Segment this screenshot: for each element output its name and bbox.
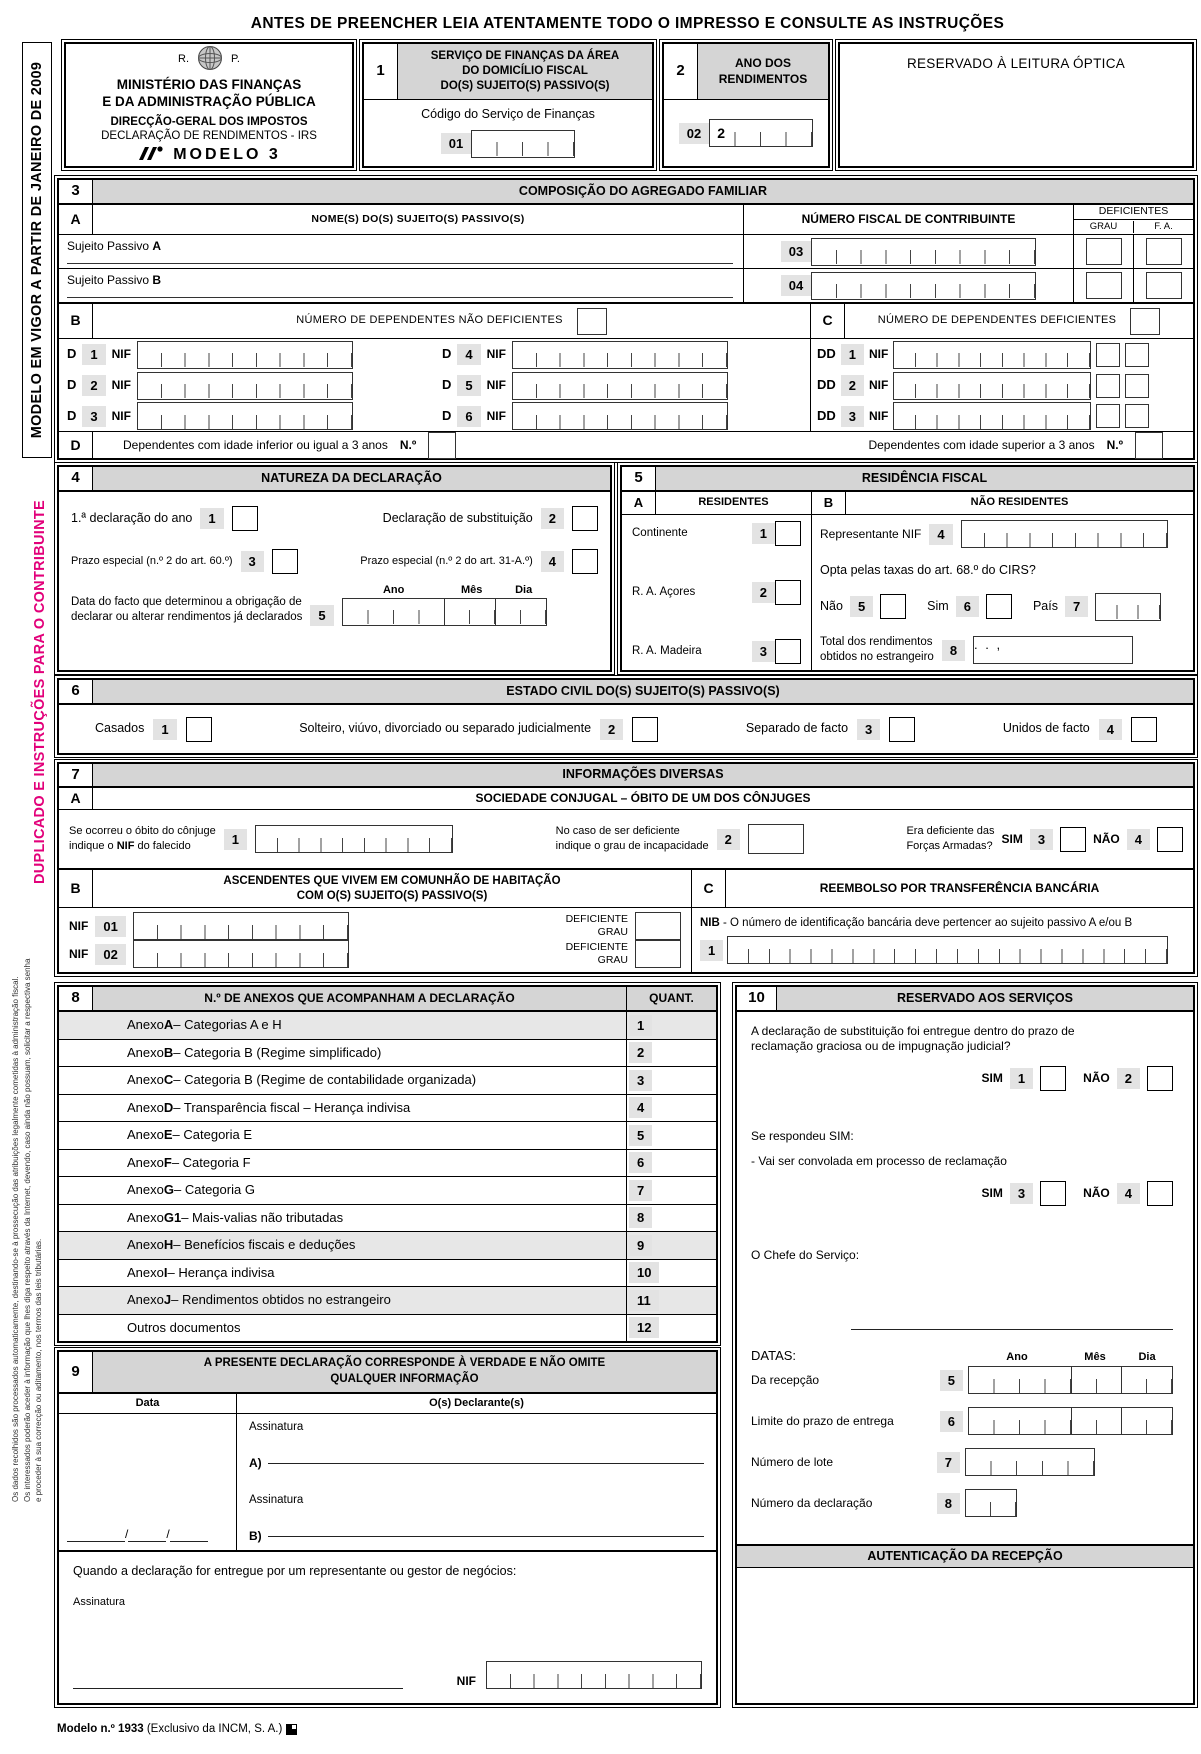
- disabled-dependent-2-nif-input[interactable]: [893, 372, 1091, 400]
- special-deadline-60-checkbox[interactable]: [272, 549, 298, 574]
- declaration-number-input[interactable]: [965, 1489, 1017, 1517]
- sujeito-b-fa-box[interactable]: [1146, 272, 1182, 299]
- annex-row: Anexo D – Transparência fiscal – Herança indivisa 4: [59, 1095, 716, 1123]
- section-5-number: 5: [622, 467, 656, 490]
- annex-row: Anexo G – Categoria G 7: [59, 1177, 716, 1205]
- forcas-armadas-label-1: Era deficiente das: [906, 824, 995, 837]
- obito-label-1: Se ocorreu o óbito do cônjuge: [69, 824, 216, 837]
- acores-checkbox[interactable]: [775, 580, 801, 605]
- ministry-identification-box: [64, 42, 354, 168]
- row-a-letter: A: [59, 205, 93, 234]
- madeira-checkbox[interactable]: [775, 639, 801, 664]
- special-deadline-60-label: Prazo especial (n.º 2 do art. 60.º): [71, 554, 233, 567]
- q1-sim-checkbox[interactable]: [1040, 1066, 1066, 1091]
- disabled-dependent-3-grau-box[interactable]: [1096, 404, 1120, 428]
- dependents-disabled-label: NÚMERO DE DEPENDENTES DEFICIENTES: [877, 314, 1117, 327]
- ministry-line-1: MINISTÉRIO DAS FINANÇAS: [116, 76, 302, 92]
- section-9-number: 9: [59, 1352, 93, 1392]
- section-10-services-reserved: 10 RESERVADO AOS SERVIÇOS A declaração de substituição foi entregue dentro do prazo de reclamação graciosa ou de impugnação judicial? SIM 1 NÃO 2 Se respondeu SIM: - Vai ser convolada em processo de reclamação SIM 3 NÃO 4 O Chefe do Serviço: DATAS: Ano Mês Dia Da recepção 5 Limite do prazo de entrega 6 Número de lote 7 Número da declaração 8 AUTENTICAÇÃO DA RECEPÇÃO: [735, 985, 1195, 1705]
- convolada-label: - Vai ser convolada em processo de reclamação: [751, 1154, 1007, 1168]
- optical-reading-label: RESERVADO À LEITURA ÓPTICA: [906, 56, 1126, 71]
- datas-label: DATAS:: [751, 1348, 797, 1363]
- year-title-1: ANO DOS: [734, 55, 791, 70]
- income-year-input[interactable]: [709, 119, 813, 147]
- deficientes-header: DEFICIENTES: [1074, 205, 1193, 220]
- dep-over-3-count-box[interactable]: [1135, 432, 1163, 459]
- lot-number-input[interactable]: [965, 1448, 1095, 1476]
- sujeito-a-grau-box[interactable]: [1086, 238, 1122, 265]
- financas-code-input[interactable]: [471, 130, 575, 158]
- field-01-tag: 01: [441, 133, 471, 154]
- section-6-title: ESTADO CIVIL DO(S) SUJEITO(S) PASSIVO(S): [93, 680, 1193, 703]
- ascendente-1-deficiente-label: DEFICIENTE: [565, 912, 628, 925]
- casados-label: Casados: [95, 721, 145, 736]
- disabled-dependent-3-nif-input[interactable]: [893, 402, 1091, 430]
- substitution-declaration-checkbox[interactable]: [572, 506, 598, 531]
- section-7-misc-info: 7 INFORMAÇÕES DIVERSAS A SOCIEDADE CONJUGAL – ÓBITO DE UM DOS CÔNJUGES Se ocorreu o óbito do cônjuge indique o NIF do falecido 1 No caso de ser deficiente indique o grau de incapacidade 2 Era deficiente das Forças Armadas? SIM 3 NÃO 4 B ASCENDENTES QUE VIVEM EM COMUNHÃO DE HABITAÇÃO COM O(S) SUJEITO(S) PASSIVO(S) C REEMBOLSO POR TRANSFERÊNCIA BANCÁRIA NIF 01 DEFICIENTE GRAU NIF 02 DEFICIENTE GRAU NIB - O número de identificação bancária deve pertencer ao sujeito passivo A e/ou B 1: [57, 762, 1195, 974]
- unidos-facto-checkbox[interactable]: [1131, 717, 1157, 742]
- dependent-5-nif-input[interactable]: [512, 372, 728, 400]
- dep-over-3-label: Dependentes com idade superior a 3 anos: [868, 438, 1095, 452]
- year-title-2: RENDIMENTOS: [718, 71, 808, 86]
- rp-right-label: P.: [231, 52, 240, 65]
- first-declaration-label: 1.ª declaração do ano: [71, 510, 193, 525]
- autenticacao-stamp-area[interactable]: [737, 1568, 1193, 1703]
- incapacity-degree-box[interactable]: [748, 824, 804, 854]
- foreign-income-amount-box[interactable]: . . ,: [973, 636, 1133, 664]
- fact-date-label-1: Data do facto que determinou a obrigação de: [71, 595, 302, 608]
- declarant-b-signature-line[interactable]: [268, 1536, 704, 1537]
- sujeito-a-label: Sujeito Passivo: [67, 239, 153, 253]
- privacy-line-2: Os interessados poderão aceder à informação que lhes diga respeito através da Internet, devendo, caso ainda não possuam, solicitar a respectiva senha: [22, 958, 32, 1502]
- financas-title-2: DO DOMICÍLIO FISCAL: [462, 65, 588, 78]
- representative-signature-line[interactable]: [73, 1688, 403, 1689]
- sidebar-duplicado-label: DUPLICADO E INSTRUÇÕES PARA O CONTRIBUINTE: [31, 500, 48, 884]
- representative-note: Quando a declaração for entregue por um representante ou gestor de negócios:: [73, 1564, 517, 1578]
- section-4-declaration-nature: 4 NATUREZA DA DECLARAÇÃO 1.ª declaração do ano 1 Declaração de substituição 2 Prazo especial (n.º 2 do art. 60.º) 3 Prazo especial (n.º 2 do art. 31-A.º) 4 Data do facto que determinou a obrigação de declarar ou alterar rendimentos já declarados 5 Ano Mês Dia: [57, 465, 612, 672]
- ministry-line-2: E DA ADMINISTRAÇÃO PÚBLICA: [102, 93, 316, 109]
- rep-assinatura-label: Assinatura: [73, 1595, 125, 1608]
- section-5-fiscal-residence: 5 RESIDÊNCIA FISCAL A RESIDENTES B NÃO RESIDENTES Continente 1 R. A. Açores 2 R. A. Madeira 3 Representante NIF 4 Opta pelas taxas do art. 68.º do CIRS? Não 5 Sim 6 País 7 Total dos rendimentos obtidos no estrangeiro 8 . . ,: [620, 465, 1195, 672]
- dependents-disabled-count-box[interactable]: [1130, 308, 1160, 335]
- annex-row: Outros documentos 12: [59, 1315, 716, 1342]
- pais-label: País: [1032, 598, 1058, 613]
- representative-nif-input[interactable]: [486, 1661, 702, 1689]
- disabled-dependent-2-grau-box[interactable]: [1096, 374, 1120, 398]
- dgci-label: DIRECÇÃO-GERAL DOS IMPOSTOS: [110, 115, 308, 128]
- casados-checkbox[interactable]: [186, 717, 212, 742]
- annex-row: Anexo B – Categoria B (Regime simplificado) 2: [59, 1040, 716, 1068]
- dependent-1-nif-input[interactable]: [137, 341, 353, 369]
- row-d-letter: D: [59, 432, 93, 459]
- sidebar-privacy-note: [10, 837, 46, 1502]
- row-b-letter: B: [59, 304, 93, 338]
- section-7-title: INFORMAÇÕES DIVERSAS: [93, 764, 1193, 786]
- dependent-2-nif-input[interactable]: [137, 372, 353, 400]
- row-7b-letter: B: [59, 870, 93, 907]
- field-03-tag: 03: [781, 241, 811, 262]
- residentes-letter: A: [622, 492, 656, 514]
- substitution-question-1: A declaração de substituição foi entregue dentro do prazo de: [751, 1024, 1075, 1038]
- forcas-armadas-sim-checkbox[interactable]: [1060, 827, 1086, 852]
- section-10-number: 10: [737, 987, 777, 1010]
- section-4-number: 4: [59, 467, 93, 490]
- privacy-line-1: Os dados recolhidos são processados automaticamente, destinando-se à prossecução das atribuições legalmente cometidas à administração fiscal.: [11, 976, 20, 1502]
- forcas-armadas-label-2: Forças Armadas?: [906, 840, 993, 852]
- disabled-dependent-2-fa-box[interactable]: [1125, 374, 1149, 398]
- incapacity-label-1: No caso de ser deficiente: [555, 824, 680, 837]
- deceased-spouse-nif-input[interactable]: [255, 825, 453, 853]
- ascendente-1-nif-input[interactable]: [133, 912, 349, 940]
- dep-under-3-label: Dependentes com idade inferior ou igual a 3 anos: [123, 438, 388, 452]
- disabled-dependent-3-fa-box[interactable]: [1125, 404, 1149, 428]
- sujeito-b-label: Sujeito Passivo: [67, 273, 153, 287]
- year-prefix-digit: 2: [717, 125, 726, 141]
- solteiro-label: Solteiro, viúvo, divorciado ou separado judicialmente: [299, 721, 592, 736]
- annex-row: Anexo E – Categoria E 5: [59, 1122, 716, 1150]
- residentes-header: RESIDENTES: [656, 492, 812, 514]
- annex-row: Anexo J – Rendimentos obtidos no estrangeiro 11: [59, 1287, 716, 1315]
- q2-sim-checkbox[interactable]: [1040, 1181, 1066, 1206]
- dependents-nondisabled-label: NÚMERO DE DEPENDENTES NÃO DEFICIENTES: [296, 314, 563, 327]
- dependent-3-nif-input[interactable]: [137, 402, 353, 430]
- fact-date-label-2: declarar ou alterar rendimentos já declarados: [71, 611, 303, 624]
- continente-checkbox[interactable]: [775, 521, 801, 546]
- ascendente-1-grau-box[interactable]: [635, 912, 681, 940]
- quant-header: QUANT.: [626, 987, 716, 1010]
- disabled-dependent-1-nif-input[interactable]: [893, 341, 1091, 369]
- income-year-box: [662, 42, 830, 168]
- substitution-declaration-label: Declaração de substituição: [382, 510, 533, 525]
- ascendente-2-deficiente-label: DEFICIENTE: [565, 940, 628, 953]
- special-deadline-31a-label: Prazo especial (n.º 2 do art. 31-A.º): [360, 554, 533, 567]
- field-02-tag: 02: [679, 123, 709, 144]
- declaration-type-label: DECLARAÇÃO DE RENDIMENTOS - IRS: [101, 129, 317, 142]
- section-6-marital-status: 6 ESTADO CIVIL DO(S) SUJEITO(S) PASSIVO(S) Casados 1 Solteiro, viúvo, divorciado ou separado judicialmente 2 Separado de facto 3 Unidos de facto 4: [57, 678, 1195, 755]
- section-8-title: N.º DE ANEXOS QUE ACOMPANHAM A DECLARAÇÃO: [93, 987, 626, 1010]
- ascendentes-title-2: COM O(S) SUJEITO(S) PASSIVO(S): [296, 889, 488, 902]
- section-10-title: RESERVADO AOS SERVIÇOS: [777, 987, 1193, 1010]
- madeira-label: R. A. Madeira: [632, 645, 702, 658]
- opta-nao-checkbox[interactable]: [880, 594, 906, 619]
- sujeito-a-nif-input[interactable]: [811, 238, 1036, 266]
- substitution-question-2: reclamação graciosa ou de impugnação judicial?: [751, 1039, 1011, 1053]
- modelo-3-label: MODELO 3: [173, 146, 281, 164]
- footer-incm-note: (Exclusivo da INCM, S. A.): [143, 1723, 283, 1735]
- section-9-title-1: A PRESENTE DECLARAÇÃO CORRESPONDE À VERDADE E NÃO OMITE: [203, 1357, 606, 1370]
- declarant-a-signature-line[interactable]: [268, 1463, 704, 1464]
- section-8-annexes: [57, 985, 718, 1343]
- section-9-truth-statement: 9 A PRESENTE DECLARAÇÃO CORRESPONDE À VERDADE E NÃO OMITE QUALQUER INFORMAÇÃO Data O(s) Declarante(s) / / Assinatura A) Assinatura B) Quando a declaração for entregue por um representante ou gestor de negócios: Assinatura NIF: [57, 1350, 718, 1705]
- reembolso-title: REEMBOLSO POR TRANSFERÊNCIA BANCÁRIA: [819, 881, 1100, 895]
- acores-label: R. A. Açores: [632, 586, 696, 599]
- unidos-facto-label: Unidos de facto: [1002, 721, 1090, 736]
- sujeito-b-nif-input[interactable]: [811, 272, 1036, 300]
- declarantes-header: O(s) Declarante(s): [429, 1396, 524, 1409]
- nif-header: NÚMERO FISCAL DE CONTRIBUINTE: [743, 205, 1073, 234]
- nao-residentes-header: NÃO RESIDENTES: [970, 496, 1069, 509]
- separado-facto-label: Separado de facto: [745, 721, 849, 736]
- annex-row: Anexo G1 – Mais-valias não tributadas 8: [59, 1205, 716, 1233]
- sujeito-b-name-line[interactable]: [67, 297, 733, 298]
- chefe-signature-line[interactable]: [851, 1329, 1173, 1330]
- ascendentes-title-1: ASCENDENTES QUE VIVEM EM COMUNHÃO DE HABITAÇÃO: [223, 874, 561, 887]
- annex-row: Anexo F – Categoria F 6: [59, 1150, 716, 1178]
- foreign-income-label-2: obtidos no estrangeiro: [820, 651, 934, 664]
- numero-lote-label: Número de lote: [751, 1454, 834, 1469]
- sociedade-conjugal-title: SOCIEDADE CONJUGAL – ÓBITO DE UM DOS CÔNJUGES: [475, 791, 811, 805]
- ascendente-2-grau-box[interactable]: [635, 940, 681, 968]
- deadline-date-input[interactable]: [968, 1407, 1173, 1435]
- solteiro-checkbox[interactable]: [632, 717, 658, 742]
- special-deadline-31a-checkbox[interactable]: [572, 549, 598, 574]
- chefe-servico-label: O Chefe do Serviço:: [751, 1248, 860, 1262]
- row-7a-letter: A: [59, 788, 93, 809]
- section-3-title: COMPOSIÇÃO DO AGREGADO FAMILIAR: [93, 180, 1193, 203]
- section-3-household: 3 COMPOSIÇÃO DO AGREGADO FAMILIAR A NOME(S) DO(S) SUJEITO(S) PASSIVO(S) NÚMERO FISCAL DE CONTRIBUINTE DEFICIENTES GRAU F. A. Sujeito Passivo A 03 Sujeito Passivo B 04 B NÚMERO DE DEPENDENTES NÃO DEFICIENTES C NÚMERO DE DEPENDENTES DEFICIENTES D 1 NIF D 4 NIF DD 1 NIF D 2 NIF D 5 NIF DD 2 NIF D 3 NIF D 6 NIF DD 3 NIF D Dependentes com idade inferior ou igual a 3 anos N.º Dependentes com idade superior a 3 anos N.º: [57, 178, 1195, 460]
- section-7-number: 7: [59, 764, 93, 786]
- sujeito-a-fa-box[interactable]: [1146, 238, 1182, 265]
- assinatura-a-label: Assinatura: [249, 1421, 304, 1433]
- opta-sim-checkbox[interactable]: [986, 594, 1012, 619]
- section-4-title: NATUREZA DA DECLARAÇÃO: [93, 467, 610, 490]
- continente-label: Continente: [632, 527, 688, 540]
- grau-header: GRAU: [1074, 221, 1134, 233]
- se-respondeu-label: Se respondeu SIM:: [751, 1129, 854, 1143]
- disabled-dependent-1-grau-box[interactable]: [1096, 343, 1120, 367]
- forcas-armadas-nao-checkbox[interactable]: [1157, 827, 1183, 852]
- disabled-dependent-1-fa-box[interactable]: [1125, 343, 1149, 367]
- row-7c-letter: C: [692, 870, 726, 907]
- section-6-number: 6: [59, 680, 93, 703]
- first-declaration-checkbox[interactable]: [232, 506, 258, 531]
- representante-nif-label: Representante NIF: [820, 526, 922, 541]
- q2-nao-checkbox[interactable]: [1147, 1181, 1173, 1206]
- footer-model-number: Modelo n.º 1933: [57, 1723, 144, 1735]
- recepcao-label: Da recepção: [751, 1372, 820, 1387]
- sidebar-model-in-force: MODELO EM VIGOR A PARTIR DE JANEIRO DE 2009: [22, 42, 52, 458]
- field-2-number: 2: [664, 44, 698, 99]
- representante-nif-input[interactable]: [961, 520, 1168, 548]
- q1-nao-checkbox[interactable]: [1147, 1066, 1173, 1091]
- sujeito-a-name-line[interactable]: [67, 263, 733, 264]
- section-8-number: 8: [59, 987, 93, 1010]
- names-header: NOME(S) DO(S) SUJEITO(S) PASSIVO(S): [311, 212, 525, 225]
- row-c-letter: C: [811, 304, 845, 338]
- opta-sim-label: Sim: [927, 598, 949, 613]
- separado-facto-checkbox[interactable]: [889, 717, 915, 742]
- field-04-tag: 04: [781, 275, 811, 296]
- autenticacao-header: AUTENTICAÇÃO DA RECEPÇÃO: [737, 1544, 1193, 1568]
- dependent-6-nif-input[interactable]: [512, 402, 728, 430]
- rp-left-label: R.: [178, 52, 189, 65]
- incm-logo-icon: [286, 1724, 297, 1735]
- sujeito-b-grau-box[interactable]: [1086, 272, 1122, 299]
- dgci-logo-icon: [137, 146, 165, 165]
- foreign-income-label-1: Total dos rendimentos: [820, 636, 933, 649]
- limite-prazo-label: Limite do prazo de entrega: [751, 1413, 894, 1428]
- national-emblem-icon: [197, 45, 223, 75]
- annex-row: Anexo H – Benefícios fiscais e deduções 9: [59, 1232, 716, 1260]
- reception-date-input[interactable]: [968, 1366, 1173, 1394]
- fa-header: F. A.: [1154, 221, 1173, 233]
- pais-code-input[interactable]: [1095, 593, 1161, 621]
- annex-row: Anexo A – Categorias A e H 1: [59, 1012, 716, 1040]
- financas-title-3: DO(S) SUJEITO(S) PASSIVO(S): [440, 79, 610, 92]
- data-header: Data: [59, 1394, 237, 1413]
- financas-title-1: SERVIÇO DE FINANÇAS DA ÁREA: [430, 50, 620, 63]
- fact-date-input[interactable]: [342, 598, 550, 626]
- dependents-nondisabled-count-box[interactable]: [577, 308, 607, 335]
- nib-description: - O número de identificação bancária deve pertencer ao sujeito passivo A e/ou B: [719, 916, 1133, 929]
- annex-row: Anexo C – Categoria B (Regime de contabilidade organizada) 3: [59, 1067, 716, 1095]
- privacy-line-3: e proceder à sua correcção ou aditamento, nos termos das leis tributárias.: [34, 1238, 44, 1502]
- assinatura-b-label: Assinatura: [249, 1493, 304, 1506]
- financas-code-label: Código do Serviço de Finanças: [421, 107, 595, 121]
- section-3-number: 3: [59, 180, 93, 203]
- section-5-title: RESIDÊNCIA FISCAL: [656, 467, 1193, 490]
- incapacity-label-2: indique o grau de incapacidade: [555, 840, 709, 852]
- optical-reading-box: [838, 42, 1194, 168]
- annex-row: Anexo I – Herança indivisa 10: [59, 1260, 716, 1288]
- dep-under-3-count-box[interactable]: [428, 432, 456, 459]
- declaration-date-field[interactable]: / /: [67, 1527, 228, 1542]
- field-1-number: 1: [364, 44, 398, 99]
- numero-declaracao-label: Número da declaração: [751, 1495, 873, 1510]
- nib-input[interactable]: [727, 936, 1168, 964]
- financas-office-box: [362, 42, 654, 168]
- nao-residentes-letter: B: [812, 492, 846, 514]
- ascendente-2-nif-input[interactable]: [133, 940, 349, 968]
- dependent-4-nif-input[interactable]: [512, 341, 728, 369]
- top-warning: ANTES DE PREENCHER LEIA ATENTAMENTE TODO O IMPRESSO E CONSULTE AS INSTRUÇÕES: [250, 15, 1005, 32]
- opta-taxas-label: Opta pelas taxas do art. 68.º do CIRS?: [820, 562, 1036, 577]
- opta-nao-label: Não: [820, 598, 843, 613]
- section-9-title-2: QUALQUER INFORMAÇÃO: [330, 1373, 479, 1385]
